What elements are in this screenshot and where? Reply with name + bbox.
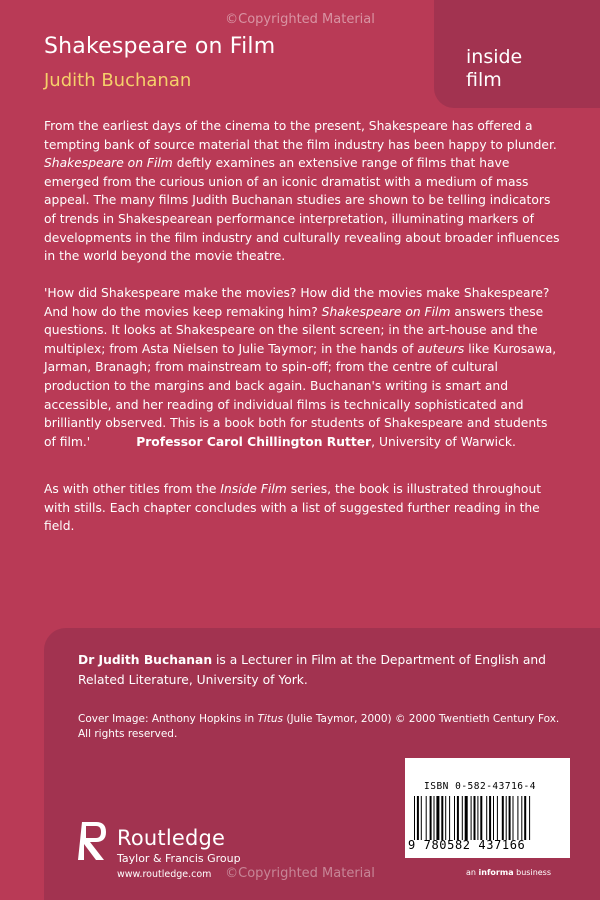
series-name: Inside Film xyxy=(220,482,287,496)
blurb-text: deftly examines an extensive range of films that have emerged from the curious union of an iconic dramatist with a medium of mass appeal. The many films Judith Buchanan studies are shown to be telling indicators of trends in Shakespearean performance interpretation, illuminating markers of developments in the film industry and culturally revealing about broader influences in the world beyond the movie theatre. xyxy=(44,156,560,264)
informa-pre: an xyxy=(466,868,479,877)
isbn-label: ISBN 0-582-43716-4 xyxy=(424,781,536,792)
blurb-text: As with other titles from the xyxy=(44,482,221,496)
quote-auteurs: auteurs xyxy=(417,341,465,356)
publisher-url[interactable]: www.routledge.com xyxy=(117,869,212,880)
series-line-film: film xyxy=(466,69,502,91)
publisher-name: Routledge xyxy=(117,826,226,850)
bio-text: is a Lecturer in Film at the Department of English and Related Literature, University of York. xyxy=(78,653,546,687)
series-line-inside: inside xyxy=(466,46,523,68)
barcode-icon xyxy=(414,796,560,840)
credit-prefix: Cover Image: Anthony Hopkins in xyxy=(78,713,258,725)
quote-text: answers these questions. It looks at Shakespeare on the silent screen; in the art-house and the multiplex; from Asta Nielsen to Julie Taymor; in the hands of xyxy=(44,304,544,356)
review-quote xyxy=(44,284,560,451)
blurb-paragraph-1 xyxy=(44,117,560,266)
quote-text: 'How did Shakespeare make the movies? How did the movies make Shakespeare? And how do the movies keep remaking him? xyxy=(44,286,550,319)
watermark-top: ©Copyrighted Material xyxy=(225,12,375,27)
credit-film: Titus xyxy=(257,713,284,725)
book-title: Shakespeare on Film xyxy=(44,34,276,59)
credit-rights: All rights reserved. xyxy=(78,728,178,740)
quote-book-title: Shakespeare on Film xyxy=(321,304,451,319)
publisher-group: Taylor & Francis Group xyxy=(117,852,241,865)
isbn-digits: 9 780582 437166 xyxy=(408,838,526,852)
blurb-text: series, the book is illustrated throughout with stills. Each chapter concludes with a list of suggested further reading in the field. xyxy=(44,482,542,534)
series-logo xyxy=(466,46,522,92)
blurb-paragraph-3 xyxy=(44,480,560,536)
quote-attribution-affiliation: , University of Warwick. xyxy=(371,434,516,449)
cover-credit xyxy=(78,712,568,742)
author-bio xyxy=(78,650,568,690)
watermark-bottom: ©Copyrighted Material xyxy=(225,866,375,881)
informa-post: business xyxy=(513,868,552,877)
quote-text: like Kurosawa, Jarman, Branagh; from mainstream to spin-off; from the centre of cultural production to the margins and back again. Buchanan's writing is smart and accessible, and her reading of individual films is technically sophisticated and brilliantly observed. This is a book both for students of Shakespeare and students of film.' xyxy=(44,341,557,449)
informa-bold: informa xyxy=(478,868,514,877)
book-author: Judith Buchanan xyxy=(44,70,192,91)
quote-attribution-name: Professor Carol Chillington Rutter xyxy=(136,434,372,449)
credit-suffix: (Julie Taymor, 2000) © 2000 Twentieth Century Fox. xyxy=(283,713,560,725)
blurb-text: From the earliest days of the cinema to the present, Shakespeare has offered a tempting bank of source material that the film industry has been happy to plunder. xyxy=(44,119,557,152)
blurb-book-title: Shakespeare on Film xyxy=(44,156,173,171)
bio-name: Dr Judith Buchanan xyxy=(78,653,213,667)
